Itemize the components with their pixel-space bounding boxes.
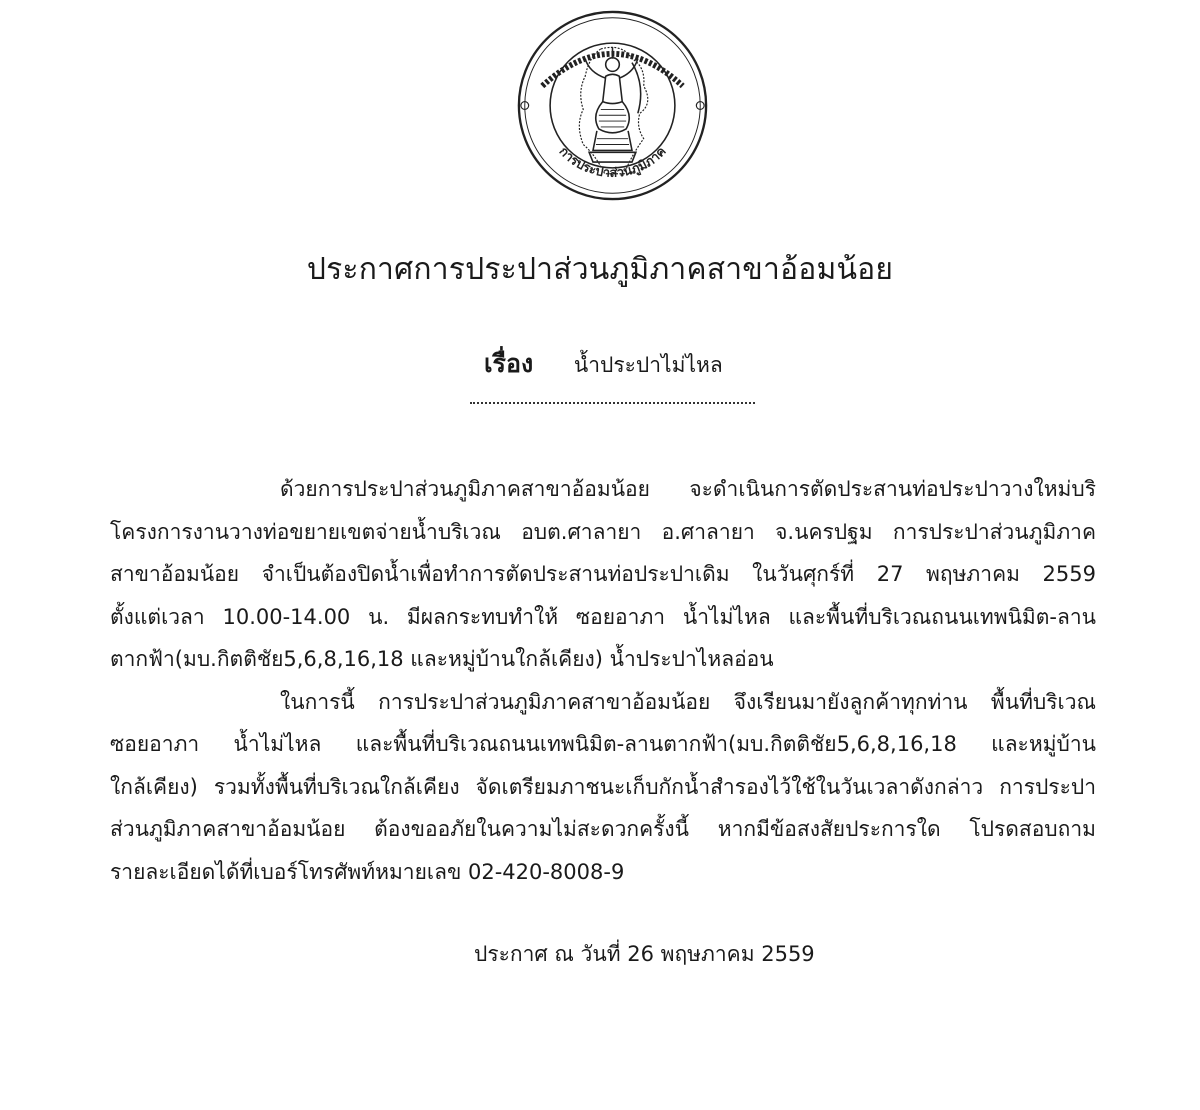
body-line: ตั้งแต่เวลา 10.00-14.00 น. มีผลกระทบทำให้ ซอยอาภา น้ำไม่ไหล และพื้นที่บริเวณถนนเทพนิมิต-ลาน <box>110 604 1096 629</box>
body-line: ตากฟ้า(มบ.กิตติชัย5,6,8,16,18 และหมู่บ้านใกล้เคียง) น้ำประปาไหลอ่อน <box>110 647 774 671</box>
page-title: ประกาศการประปาส่วนภูมิภาคสาขาอ้อมน้อย <box>306 252 894 287</box>
subject-row <box>484 344 723 384</box>
body-line: รายละเอียดได้ที่เบอร์โทรศัพท์หมายเลข 02-420-8008-9 <box>110 859 625 884</box>
seal-text: การประปาส่วนภูมิภาค <box>556 143 669 180</box>
paragraph-2 <box>110 681 1096 894</box>
body-line: ส่วนภูมิภาคสาขาอ้อมน้อย ต้องขออภัยในความไม่สะดวกครั้งนี้ หากมีข้อสงสัยประการใด โปรดสอบถาม <box>110 817 1096 841</box>
subject-label: เรื่อง <box>484 349 534 378</box>
paragraph-1 <box>110 468 1096 681</box>
body-line: ซอยอาภา น้ำไม่ไหล และพื้นที่บริเวณถนนเทพนิมิต-ลานตากฟ้า(มบ.กิตติชัย5,6,8,16,18 และหมู่บ้าน <box>110 732 1096 756</box>
body-line: สาขาอ้อมน้อย จำเป็นต้องปิดน้ำเพื่อทำการตัดประสานท่อประปาเดิม ในวันศุกร์ที่ 27 พฤษภาคม 2559 <box>110 562 1096 586</box>
body-line: ด้วยการประปาส่วนภูมิภาคสาขาอ้อมน้อย จะดำเนินการตัดประสานท่อประปาวางใหม่บริ <box>280 477 1096 501</box>
announcement-body <box>110 468 1096 893</box>
dotted-separator <box>470 402 755 404</box>
body-line: โครงการงานวางท่อขยายเขตจ่ายน้ำบริเวณ อบต.ศาลายา อ.ศาลายา จ.นครปฐม การประปาส่วนภูมิภาค <box>110 519 1096 544</box>
subject-value: น้ำประปาไม่ไหล <box>573 353 723 377</box>
body-line: ในการนี้ การประปาส่วนภูมิภาคสาขาอ้อมน้อย จึงเรียนมายังลูกค้าทุกท่าน พื้นที่บริเวณ <box>280 689 1096 714</box>
body-line: ใกล้เคียง) รวมทั้งพื้นที่บริเวณใกล้เคียง จัดเตรียมภาชนะเก็บกักน้ำสำรองไว้ใช้ในวันเวลาดังกล่าว การประปา <box>110 774 1096 799</box>
announcement-date: ประกาศ ณ วันที่ 26 พฤษภาคม 2559 <box>474 942 815 966</box>
pwa-seal-emblem <box>515 8 710 203</box>
